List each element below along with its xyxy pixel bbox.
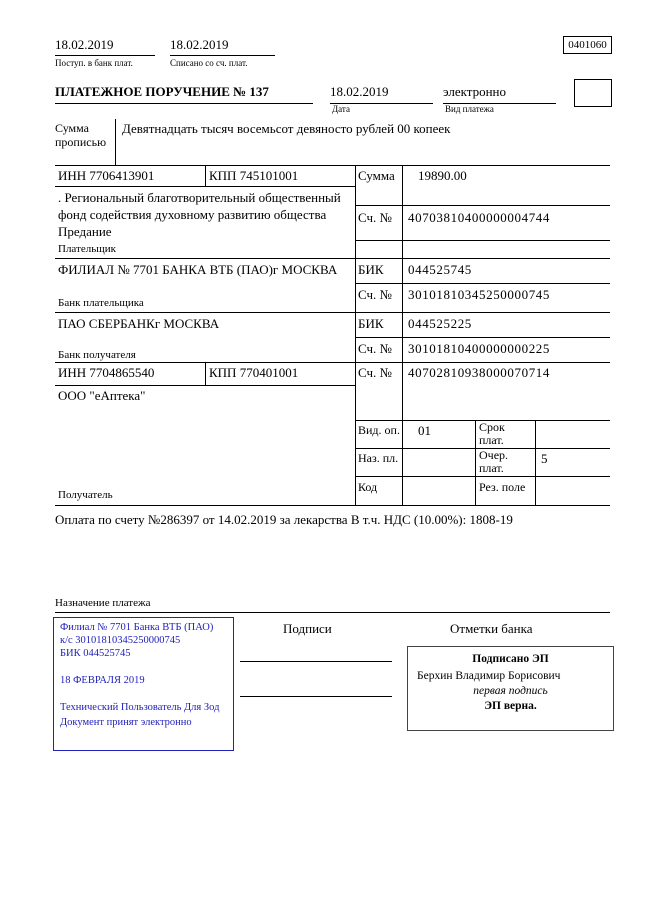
payee-name: ООО "еАптека" xyxy=(58,388,146,403)
table-line xyxy=(55,362,610,363)
payment-purpose-label: Назначение платежа xyxy=(55,597,151,609)
debited-date-value: 18.02.2019 xyxy=(170,37,275,56)
divider xyxy=(115,119,116,165)
payee-kpp: КПП 770401001 xyxy=(209,365,299,380)
payer-bank-account-label: Сч. № xyxy=(358,287,392,302)
received-date-label: Поступ. в банк плат. xyxy=(55,58,133,68)
payer-kpp: КПП 745101001 xyxy=(209,168,299,183)
table-line xyxy=(205,165,206,186)
table-line xyxy=(475,420,476,505)
table-line xyxy=(55,258,610,259)
table-line xyxy=(355,165,356,505)
stamp-operator: Технический Пользователь Для Зод xyxy=(60,702,220,713)
table-line xyxy=(55,165,610,166)
amount-words-value: Девятнадцать тысяч восемьсот девяносто рублей 00 копеек xyxy=(122,121,451,136)
payer-bank-section-label: Банк плательщика xyxy=(58,297,144,309)
bank-electronic-stamp xyxy=(53,617,234,751)
table-line xyxy=(355,476,610,477)
table-line xyxy=(402,165,403,505)
payee-account-label: Сч. № xyxy=(358,365,392,380)
payee-bank-account-label: Сч. № xyxy=(358,341,392,356)
code-label: Код xyxy=(358,480,378,494)
priority-value: 5 xyxy=(541,451,548,466)
op-kind-label: Вид. оп. xyxy=(358,423,400,437)
payment-kind-label: Вид платежа xyxy=(445,104,494,114)
pay-term-label: Срок плат. xyxy=(479,420,505,447)
table-line xyxy=(355,205,610,206)
status-box xyxy=(574,79,612,107)
form-code-box: 0401060 xyxy=(563,36,612,54)
table-line xyxy=(205,362,206,385)
payment-kind-value: электронно xyxy=(443,84,556,104)
table-line xyxy=(355,240,610,241)
payer-bank-bik: 044525745 xyxy=(408,262,472,277)
signature-line xyxy=(240,661,392,662)
payer-account-label: Сч. № xyxy=(358,210,392,225)
signed-ep-title: Подписано ЭП xyxy=(472,653,549,665)
table-line xyxy=(355,283,610,284)
sum-label: Сумма xyxy=(358,168,395,183)
payer-account: 40703810400000004744 xyxy=(408,210,550,225)
payee-account: 40702810938000070714 xyxy=(408,365,550,380)
reserve-field-label: Рез. поле xyxy=(479,480,526,494)
table-line xyxy=(535,420,536,505)
signer-name: Берхин Владимир Борисович xyxy=(417,670,561,682)
table-line xyxy=(55,312,610,313)
payee-inn: ИНН 7704865540 xyxy=(58,365,155,380)
payer-bank-name: ФИЛИАЛ № 7701 БАНКА ВТБ (ПАО)г МОСКВА xyxy=(58,262,338,277)
debited-date-label: Списано со сч. плат. xyxy=(170,58,248,68)
document-title: ПЛАТЕЖНОЕ ПОРУЧЕНИЕ № 137 xyxy=(55,84,313,104)
amount-words-label: Сумма прописью xyxy=(55,121,107,149)
payee-bank-section-label: Банк получателя xyxy=(58,349,136,361)
table-line xyxy=(355,337,610,338)
table-line xyxy=(55,612,610,613)
payer-section-label: Плательщик xyxy=(58,243,116,255)
table-line xyxy=(55,505,610,506)
payee-bank-account: 30101810400000000225 xyxy=(408,341,550,356)
table-line xyxy=(55,186,355,187)
payer-bank-account: 30101810345250000745 xyxy=(408,287,550,302)
payer-bank-bik-label: БИК xyxy=(358,262,384,277)
stamp-corr-account: к/с 30101810345250000745 xyxy=(60,635,181,646)
payee-bank-bik: 044525225 xyxy=(408,316,472,331)
ep-verified: ЭП верна. xyxy=(484,700,537,712)
table-line xyxy=(55,385,355,386)
payment-purpose-text: Оплата по счету №286397 от 14.02.2019 за лекарства В т.ч. НДС (10.00%): 1808-19 xyxy=(55,512,513,527)
received-date-value: 18.02.2019 xyxy=(55,37,155,56)
purpose-code-label: Наз. пл. xyxy=(358,451,399,465)
stamp-bank-name: Филиал № 7701 Банка ВТБ (ПАО) xyxy=(60,622,214,633)
payer-inn: ИНН 7706413901 xyxy=(58,168,155,183)
payee-section-label: Получатель xyxy=(58,489,113,501)
signature-line xyxy=(240,696,392,697)
bank-marks-label: Отметки банка xyxy=(450,621,533,636)
signature-verification-stamp xyxy=(407,646,614,731)
payee-bank-bik-label: БИК xyxy=(358,316,384,331)
priority-label: Очер. плат. xyxy=(479,448,509,475)
payee-bank-name: ПАО СБЕРБАНКг МОСКВА xyxy=(58,316,220,331)
sum-value: 19890.00 xyxy=(418,168,467,183)
stamp-bik: БИК 044525745 xyxy=(60,648,131,659)
document-date-label: Дата xyxy=(332,104,350,114)
signature-kind: первая подпись xyxy=(473,685,548,697)
payer-name: . Региональный благотворительный общественный фонд содействия духовному развитию общества Предание xyxy=(58,190,341,239)
stamp-accepted-note: Документ принят электронно xyxy=(60,717,192,728)
op-kind-value: 01 xyxy=(418,423,431,438)
stamp-date: 18 ФЕВРАЛЯ 2019 xyxy=(60,675,145,686)
signatures-label: Подписи xyxy=(283,621,332,636)
document-date-value: 18.02.2019 xyxy=(330,84,433,104)
